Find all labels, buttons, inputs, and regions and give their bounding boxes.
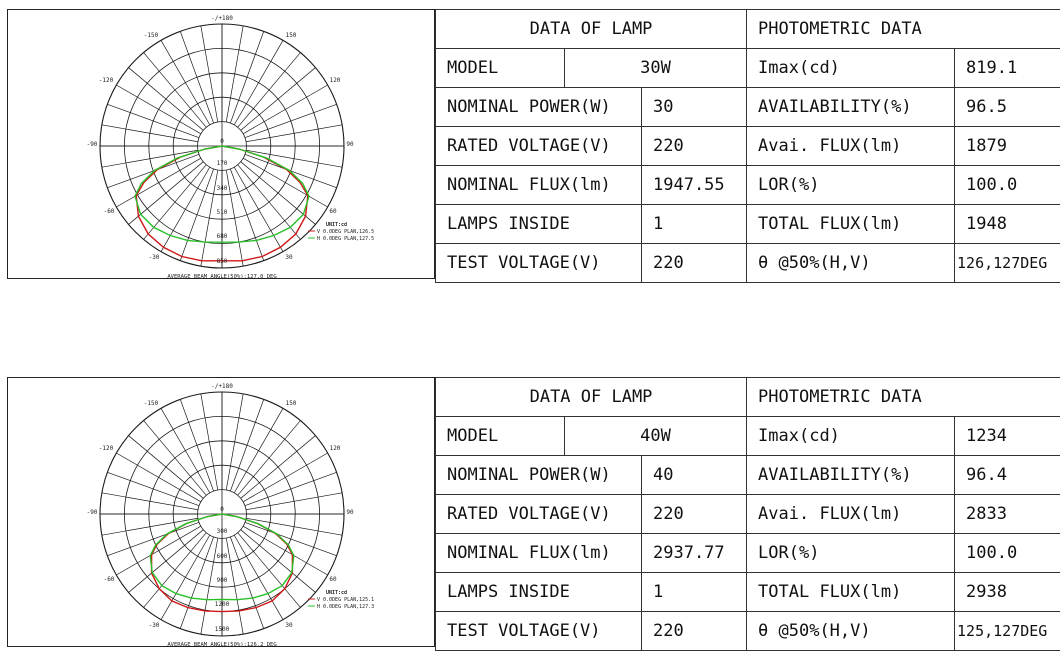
lamp-data-table xyxy=(435,9,1060,283)
polar-spoke xyxy=(102,125,198,142)
photo-value: 100.0 xyxy=(955,166,1060,205)
polar-spoke xyxy=(238,421,301,496)
angle-label: -/+180 xyxy=(211,383,233,390)
imax-value: 819.1 xyxy=(955,49,1060,88)
polar-spoke xyxy=(161,408,210,493)
angle-label: 90 xyxy=(346,509,354,516)
center-label: 0 xyxy=(220,506,224,513)
radial-label: 680 xyxy=(216,233,228,240)
angle-label: -150 xyxy=(143,400,159,407)
row-value: 220 xyxy=(642,612,747,651)
legend-v-label: V 0.0DEG PLAN,126.5 xyxy=(317,229,375,235)
angle-label: -30 xyxy=(148,622,160,629)
polar-spoke xyxy=(226,538,243,634)
photometric-data-header: PHOTOMETRIC DATA xyxy=(747,378,1060,417)
polar-spoke xyxy=(238,165,301,240)
angle-label: 30 xyxy=(285,622,293,629)
polar-spoke xyxy=(238,53,301,128)
polar-spoke xyxy=(226,170,243,266)
polar-spoke xyxy=(116,526,201,575)
radial-label: 900 xyxy=(216,577,228,584)
polar-spoke xyxy=(107,104,199,137)
angle-label: 60 xyxy=(329,576,337,583)
photo-value: 126,127DEG xyxy=(955,244,1060,283)
unit-label: UNIT:cd xyxy=(326,590,348,596)
polar-intensity-chart xyxy=(8,10,436,282)
polar-spoke xyxy=(246,518,342,535)
angle-label: 120 xyxy=(329,77,341,84)
polar-spoke xyxy=(180,399,213,491)
polar-spoke xyxy=(238,533,301,608)
polar-spoke xyxy=(201,170,218,266)
photo-value: 1879 xyxy=(955,127,1060,166)
polar-spoke xyxy=(245,472,337,505)
angle-label: -60 xyxy=(103,208,115,215)
lamp-data-table xyxy=(435,377,1060,651)
polar-spoke xyxy=(246,125,342,142)
legend-v-label: V 0.0DEG PLAN,125.1 xyxy=(317,597,375,603)
polar-spoke xyxy=(243,158,328,207)
photo-value: 96.4 xyxy=(955,456,1060,495)
model-value: 40W xyxy=(565,417,747,456)
angle-label: -120 xyxy=(98,77,114,84)
polar-spoke xyxy=(129,162,204,225)
polar-spoke xyxy=(116,158,201,207)
polar-spoke xyxy=(129,436,204,499)
polar-spoke xyxy=(230,399,263,491)
photo-label: LOR(%) xyxy=(747,166,955,205)
polar-spoke xyxy=(234,167,283,252)
angle-label: -90 xyxy=(86,141,98,148)
angle-label: -/+180 xyxy=(211,15,233,22)
photo-label: LOR(%) xyxy=(747,534,955,573)
polar-spoke xyxy=(243,85,328,134)
polar-spoke xyxy=(241,162,316,225)
polar-spoke xyxy=(107,472,199,505)
row-label: TEST VOLTAGE(V) xyxy=(436,244,642,283)
row-value: 1947.55 xyxy=(642,166,747,205)
photometric-data-header: PHOTOMETRIC DATA xyxy=(747,10,1060,49)
angle-label: -150 xyxy=(143,32,159,39)
row-value: 220 xyxy=(642,244,747,283)
polar-spoke xyxy=(246,493,342,510)
radial-label: 300 xyxy=(216,528,228,535)
photo-value: 125,127DEG xyxy=(955,612,1060,651)
imax-label: Imax(cd) xyxy=(747,49,955,88)
row-value: 220 xyxy=(642,127,747,166)
polar-spoke xyxy=(102,493,198,510)
polar-spoke xyxy=(129,530,204,593)
row-value: 1 xyxy=(642,205,747,244)
model-label: MODEL xyxy=(436,417,565,456)
beam-angle-caption: AVERAGE BEAM ANGLE(50%):127.0 DEG xyxy=(167,274,277,280)
beam-angle-caption: AVERAGE BEAM ANGLE(50%):126.2 DEG xyxy=(167,642,277,648)
polar-spoke xyxy=(144,533,207,608)
polar-spoke xyxy=(144,421,207,496)
row-label: RATED VOLTAGE(V) xyxy=(436,495,642,534)
legend-h-label: H 0.0DEG PLAN,127.3 xyxy=(317,604,375,610)
photo-value: 2833 xyxy=(955,495,1060,534)
polar-spoke xyxy=(243,453,328,502)
polar-spoke xyxy=(116,453,201,502)
photometric-block-30w xyxy=(7,9,1060,281)
angle-label: 90 xyxy=(346,141,354,148)
photo-value: 96.5 xyxy=(955,88,1060,127)
angle-labels xyxy=(87,15,354,261)
polar-spoke xyxy=(241,436,316,499)
center-label: 0 xyxy=(220,138,224,145)
row-label: NOMINAL POWER(W) xyxy=(436,88,642,127)
legend-h-label: H 0.0DEG PLAN,127.5 xyxy=(317,236,375,242)
angle-label: 120 xyxy=(329,445,341,452)
photo-label: AVAILABILITY(%) xyxy=(747,88,955,127)
row-label: LAMPS INSIDE xyxy=(436,573,642,612)
angle-label: -120 xyxy=(98,445,114,452)
unit-label: UNIT:cd xyxy=(326,222,348,228)
polar-spoke xyxy=(201,26,218,122)
photo-label: TOTAL FLUX(lm) xyxy=(747,573,955,612)
angle-label: -30 xyxy=(148,254,160,261)
polar-spoke xyxy=(226,394,243,490)
polar-diagram-panel xyxy=(7,9,435,279)
model-label: MODEL xyxy=(436,49,565,88)
model-value: 30W xyxy=(565,49,747,88)
polar-spoke xyxy=(116,85,201,134)
chart-legend xyxy=(308,222,374,242)
row-value: 2937.77 xyxy=(642,534,747,573)
polar-spoke xyxy=(241,68,316,131)
polar-spoke xyxy=(144,53,207,128)
polar-spoke xyxy=(180,537,213,629)
imax-value: 1234 xyxy=(955,417,1060,456)
row-label: LAMPS INSIDE xyxy=(436,205,642,244)
polar-spoke xyxy=(230,31,263,123)
radial-label: 1500 xyxy=(214,626,230,633)
radial-label: 170 xyxy=(216,160,228,167)
angle-label: 150 xyxy=(285,400,297,407)
polar-spoke xyxy=(243,526,328,575)
polar-spoke xyxy=(234,40,283,125)
polar-spoke xyxy=(144,165,207,240)
row-value: 220 xyxy=(642,495,747,534)
polar-spoke xyxy=(201,538,218,634)
polar-spoke xyxy=(102,518,198,535)
polar-spoke xyxy=(201,394,218,490)
radial-label: 510 xyxy=(216,209,228,216)
polar-spoke xyxy=(180,169,213,261)
polar-spoke xyxy=(245,104,337,137)
photo-value: 100.0 xyxy=(955,534,1060,573)
polar-diagram-panel xyxy=(7,377,435,647)
polar-spoke xyxy=(161,40,210,125)
angle-labels xyxy=(87,383,354,629)
photo-label: θ @50%(H,V) xyxy=(747,244,955,283)
radial-label: 1200 xyxy=(214,601,230,608)
angle-label: 30 xyxy=(285,254,293,261)
photo-value: 1948 xyxy=(955,205,1060,244)
polar-spoke xyxy=(241,530,316,593)
polar-spoke xyxy=(161,167,210,252)
photometric-block-40w xyxy=(7,377,1060,649)
polar-intensity-chart xyxy=(8,378,436,650)
row-label: TEST VOLTAGE(V) xyxy=(436,612,642,651)
radial-label: 340 xyxy=(216,185,228,192)
row-label: RATED VOLTAGE(V) xyxy=(436,127,642,166)
photo-label: Avai. FLUX(lm) xyxy=(747,127,955,166)
radial-label: 600 xyxy=(216,553,228,560)
imax-label: Imax(cd) xyxy=(747,417,955,456)
chart-legend xyxy=(308,590,374,610)
polar-spoke xyxy=(234,408,283,493)
lamp-data-header: DATA OF LAMP xyxy=(436,378,747,417)
photo-label: TOTAL FLUX(lm) xyxy=(747,205,955,244)
angle-label: 150 xyxy=(285,32,297,39)
row-value: 30 xyxy=(642,88,747,127)
photo-value: 2938 xyxy=(955,573,1060,612)
photo-label: AVAILABILITY(%) xyxy=(747,456,955,495)
radial-label: 850 xyxy=(216,258,228,265)
polar-spoke xyxy=(102,150,198,167)
row-label: NOMINAL FLUX(lm) xyxy=(436,166,642,205)
polar-spoke xyxy=(180,31,213,123)
angle-label: 60 xyxy=(329,208,337,215)
lamp-data-header: DATA OF LAMP xyxy=(436,10,747,49)
row-label: NOMINAL POWER(W) xyxy=(436,456,642,495)
angle-label: -90 xyxy=(86,509,98,516)
photo-label: Avai. FLUX(lm) xyxy=(747,495,955,534)
angle-label: -60 xyxy=(103,576,115,583)
polar-spoke xyxy=(226,26,243,122)
polar-spoke xyxy=(246,150,342,167)
polar-spoke xyxy=(129,68,204,131)
polar-spoke xyxy=(230,537,263,629)
photo-label: θ @50%(H,V) xyxy=(747,612,955,651)
row-value: 40 xyxy=(642,456,747,495)
row-value: 1 xyxy=(642,573,747,612)
row-label: NOMINAL FLUX(lm) xyxy=(436,534,642,573)
polar-spoke xyxy=(230,169,263,261)
